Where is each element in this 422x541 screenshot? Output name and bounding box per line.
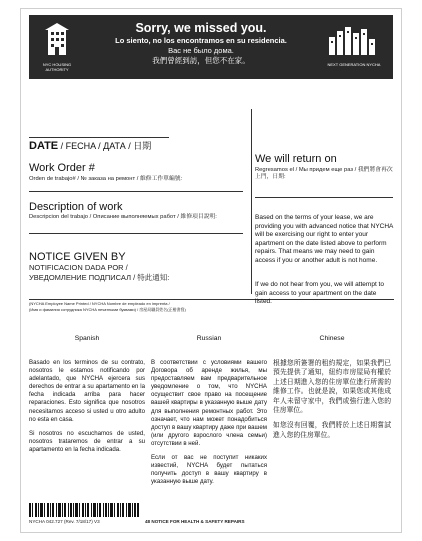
notice-form: [20, 8, 402, 533]
description-label: Description of work: [29, 201, 123, 213]
date-translations: / FECHA / ДАТА / 日期: [58, 141, 152, 151]
spanish-paragraph-2: Si nosotros no escuchamos de usted, nosotros trataremos de entrar a su apartamento en la fecha indicada.: [29, 429, 145, 453]
work-order-label: Work Order #: [29, 162, 95, 174]
description-rule[interactable]: [29, 233, 243, 234]
next-generation-logo: [323, 23, 385, 71]
chinese-text: [273, 359, 391, 446]
notice-type: 48 NOTICE FOR HEALTH & SAFETY REPAIRS: [145, 519, 245, 524]
date-label: DATE: [29, 140, 59, 152]
chinese-paragraph-2: 如您沒有回覆，我們將於上述日期嘗試進入您的住房單位。: [273, 422, 391, 439]
description-sub: Descripcion del trabajo / Описание выполняемых работ / 維修項目說明:: [29, 214, 217, 220]
banner-spanish: Lo siento, no los encontramos en su residencia.: [115, 36, 287, 45]
header-banner: [29, 15, 393, 79]
housing-authority-logo: [37, 23, 77, 71]
banner-chinese: 我們曾經到訪，但您不在家。: [152, 56, 250, 65]
employee-name-note-2: (Имя и фамилия сотрудника NYCHA печатными буквами) / 房屋局職員姓名(正楷書寫): [29, 307, 186, 312]
return-date-rule[interactable]: [255, 197, 393, 198]
employee-name-note: (NYCHA Employee Name Printed / NYCHA Nombre de empleado en imprenta /: [29, 301, 170, 306]
barcode: [29, 503, 139, 517]
right-logo-text: NEXT GENERATION NYCHA: [327, 62, 381, 67]
return-sub: Regresamos el / Мы придем еще раз / 我們將會再次上門，日期:: [255, 167, 393, 180]
russian-heading: Russian: [196, 335, 222, 342]
return-paragraph-1: Based on the terms of your lease, we are providing you with advanced notice that NYCHA will be exercising our right to enter your apartment on the date listed above to perform repairs. That means we may need to gain access if you or another adult is not home.: [255, 214, 394, 264]
banner-message: [85, 21, 317, 66]
return-paragraph-2: If we do not hear from you, we will attempt to gain access to your apartment on the date listed.: [255, 281, 384, 306]
form-number: NYCHA 042.727 (Rev. 7/18/17) V3: [29, 519, 100, 524]
work-order-rule[interactable]: [29, 191, 243, 192]
notice-sub-1: NOTIFICACION DADA POR /: [29, 263, 128, 272]
column-divider: [251, 109, 252, 294]
notice-sub-2: УВЕДОМЛЕНИЕ ПОДПИСАЛ / 特此通知:: [29, 273, 170, 282]
return-title: We will return on: [255, 153, 337, 165]
banner-headline: Sorry, we missed you.: [135, 21, 267, 35]
russian-paragraph-1: В соответствии с условиями вашего Договора об аренде жилья, мы предоставляем вам предварительное уведомление о том, что NYCHA осуществит свое право на посещение вашей квартиры в указанную выше дату для выполнения ремонтных работ. Это означает, что нам может понадобиться доступ в вашу квартиру даже при вашем (или другого взрослого члена семьи) отсутствии в ней.: [151, 359, 267, 447]
left-logo-text: NYC HOUSING AUTHORITY: [42, 62, 72, 72]
date-field[interactable]: [29, 139, 151, 152]
notice-label: NOTICE GIVEN BY: [29, 251, 126, 263]
chinese-heading: Chinese: [319, 335, 345, 342]
spanish-paragraph-1: Basado en los terminos de su contrato, nosotros le estamos notificando por adelantado, que NYCHA ejercera sus derechos de entrar a su apartamento en la fecha indicada arriba para hacer reparaciones. Esto significa que nosotros necesitamos acceso si usted u otro adulto no esta en casa.: [29, 359, 145, 423]
date-rule: [29, 137, 169, 138]
spanish-text: [29, 359, 145, 460]
chinese-paragraph-1: 根據您所簽署的租約規定，如果我們已預先提供了通知，紐約市房屋局有權於上述日期進入您的住房單位進行所需的維修工作。也就是說，如果您或其他成年人未留守家中，我們或強行進入您的住房單位。: [273, 360, 391, 415]
work-order-sub: Orden de trabajo# / № заказа на ремонт / 維修工作單編號:: [29, 176, 183, 182]
spanish-heading: Spanish: [74, 335, 100, 342]
banner-russian: Вас не было дома.: [168, 46, 234, 55]
russian-text: [151, 359, 267, 492]
russian-paragraph-2: Если от вас не поступит никаких известий, NYCHA будет пытаться получить доступ в вашу квартиру в указанную выше дату.: [151, 454, 267, 486]
